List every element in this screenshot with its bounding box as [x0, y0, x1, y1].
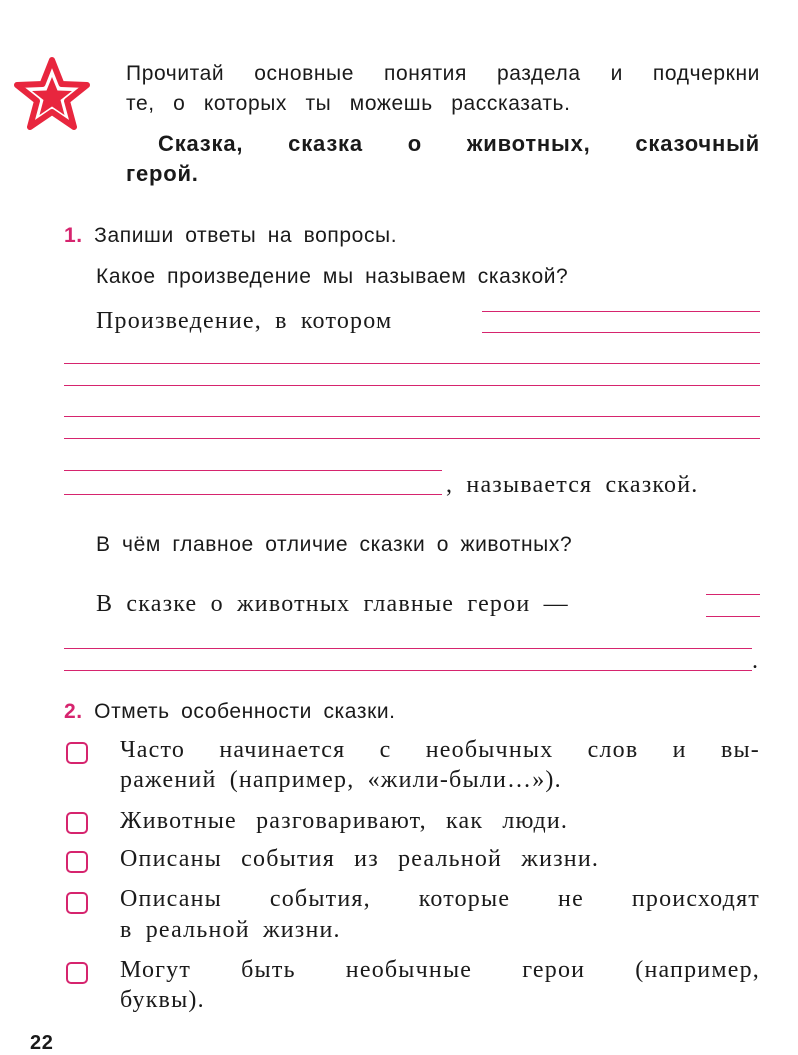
- answer-line[interactable]: [482, 311, 760, 312]
- task1-heading: [64, 224, 397, 248]
- page-number: 22: [30, 1032, 54, 1054]
- option-text: буквы).: [120, 987, 205, 1013]
- answer-line[interactable]: [64, 648, 752, 649]
- option-text: Описаны события, которые не происходят: [120, 886, 760, 912]
- intro-line-2: те, о которых ты можешь рассказать.: [126, 92, 571, 115]
- answer-line[interactable]: [706, 616, 760, 617]
- answer-line[interactable]: [64, 470, 442, 471]
- task2-heading: [64, 700, 396, 724]
- answer-line[interactable]: [64, 416, 760, 417]
- concepts-line-1: Сказка, сказка о животных, сказочный: [158, 131, 760, 156]
- answer-line[interactable]: [64, 385, 760, 386]
- option-checkbox[interactable]: [66, 892, 88, 914]
- concepts-line-2: герой.: [126, 161, 199, 186]
- option-text: Часто начинается с необычных слов и вы-: [120, 737, 760, 763]
- answer-line[interactable]: [482, 332, 760, 333]
- answer-line[interactable]: [64, 670, 752, 671]
- option-text: ражений (например, «жили-были…»).: [120, 767, 562, 793]
- answer2-end: .: [752, 648, 760, 674]
- answer-line[interactable]: [64, 363, 760, 364]
- task1-title: Запиши ответы на вопросы.: [94, 224, 398, 247]
- option-checkbox[interactable]: [66, 742, 88, 764]
- intro-line-1: Прочитай основные понятия раздела и подчеркни: [126, 62, 760, 85]
- answer1-start: Произведение, в котором: [96, 308, 393, 334]
- option-text: Животные разговаривают, как люди.: [120, 808, 569, 834]
- answer-line[interactable]: [706, 594, 760, 595]
- task2-title: Отметь особенности сказки.: [94, 700, 396, 723]
- option-text: Могут быть необычные герои (например,: [120, 957, 760, 983]
- option-checkbox[interactable]: [66, 962, 88, 984]
- task1-question-1: Какое произведение мы называем сказкой?: [96, 265, 569, 288]
- task2-number: 2.: [64, 700, 83, 723]
- star-icon: [12, 56, 92, 136]
- task1-question-2: В чём главное отличие сказки о животных?: [96, 533, 573, 556]
- option-checkbox[interactable]: [66, 851, 88, 873]
- answer-line[interactable]: [64, 438, 760, 439]
- option-text: в реальной жизни.: [120, 917, 341, 943]
- answer-line[interactable]: [64, 494, 442, 495]
- answer1-end: , называется сказкой.: [446, 472, 699, 498]
- option-checkbox[interactable]: [66, 812, 88, 834]
- answer2-start: В сказке о животных главные герои —: [96, 591, 569, 617]
- task1-number: 1.: [64, 224, 83, 247]
- option-text: Описаны события из реальной жизни.: [120, 846, 600, 872]
